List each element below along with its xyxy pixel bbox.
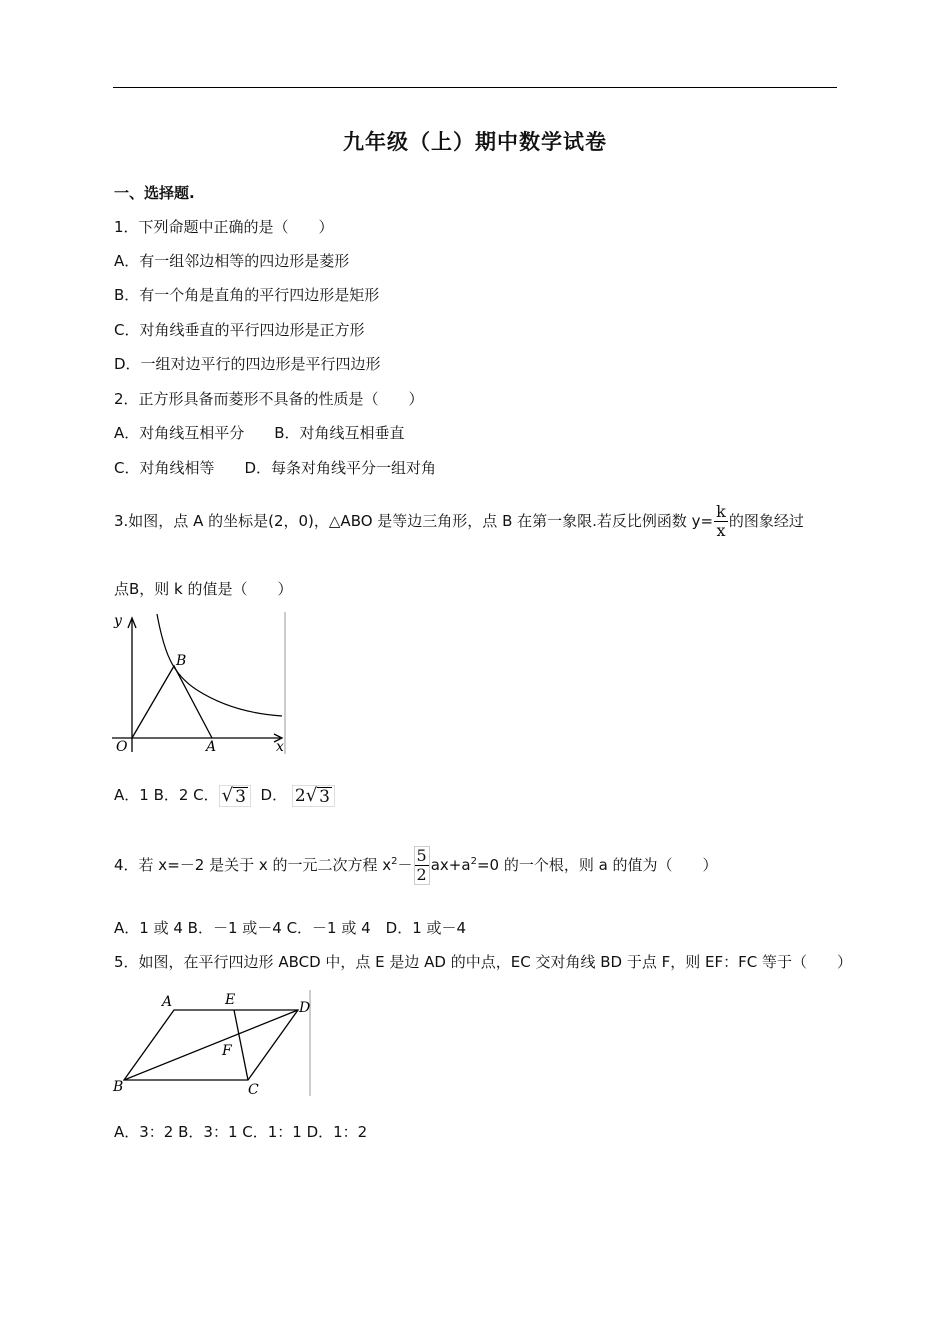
q4-stem-mid: ax+a — [430, 856, 471, 874]
fraction-numerator: 5 — [416, 846, 427, 865]
q5-stem: 5．如图，在平行四边形 ABCD 中，点 E 是边 AD 的中点，EC 交对角线 BD 于点 F，则 EF：FC 等于（ ） — [114, 953, 852, 971]
q4-stem-pre: 4．若 x=－2 是关于 x 的一元二次方程 x — [114, 856, 392, 874]
q4-stem — [114, 846, 718, 885]
label-a: A — [162, 994, 173, 1010]
section-heading: 一、选择题. — [114, 184, 195, 202]
radicand: 3 — [235, 786, 246, 807]
superscript: 2 — [391, 856, 398, 867]
q2-options-cd: C．对角线相等 D．每条对角线平分一组对角 — [114, 459, 437, 477]
label-f: F — [222, 1043, 232, 1059]
q1-option-d: D．一组对边平行的四边形是平行四边形 — [114, 355, 381, 373]
sqrt3-c — [219, 785, 251, 807]
q5-options: A．3：2 B．3：1 C．1：1 D．1：2 — [114, 1123, 368, 1141]
q2-options-ab: A．对角线互相平分 B．对角线互相垂直 — [114, 424, 405, 442]
fraction-numerator: k — [716, 502, 726, 521]
q1-stem: 1．下列命题中正确的是（ ） — [114, 218, 334, 236]
q4-stem-post: =0 的一个根，则 a 的值为（ ） — [476, 856, 718, 874]
q3-options-mid: D． — [260, 786, 288, 804]
diagonal-bd — [124, 1010, 298, 1080]
q3-options-pre: A．1 B．2 C． — [114, 786, 219, 804]
label-o: O — [116, 739, 128, 754]
label-e: E — [225, 992, 236, 1008]
q3-stem-line2: 点B，则 k 的值是（ ） — [114, 580, 293, 598]
q1-option-b: B．有一个角是直角的平行四边形是矩形 — [114, 286, 380, 304]
q5-figure — [112, 990, 314, 1100]
q1-option-c: C．对角线垂直的平行四边形是正方形 — [114, 321, 365, 339]
k-over-x-fraction — [714, 503, 728, 540]
label-b: B — [113, 1079, 124, 1095]
sqrt-icon: √ — [221, 784, 234, 806]
radicand: 3 — [319, 786, 330, 807]
q4-options: A．1 或 4 B．－1 或－4 C．－1 或 4 D．1 或－4 — [114, 919, 467, 937]
label-c: C — [248, 1082, 259, 1096]
segment-ec — [234, 1010, 248, 1080]
superscript: 2 — [470, 856, 477, 867]
q3-stem-pre: 3.如图，点 A 的坐标是(2，0)，△ABO 是等边三角形，点 B 在第一象限.若反比例函数 y= — [114, 512, 714, 530]
label-y: y — [114, 613, 122, 629]
q3-stem-post: 的图象经过 — [728, 512, 804, 530]
header-rule — [113, 87, 837, 88]
five-halves-fraction — [414, 846, 430, 885]
coefficient: 2 — [294, 785, 306, 806]
label-d: D — [299, 1000, 311, 1016]
sqrt-icon: √ — [305, 784, 318, 806]
fraction-denominator: x — [716, 521, 726, 540]
page-title: 九年级（上）期中数学试卷 — [343, 130, 607, 154]
minus-sign: － — [397, 856, 413, 874]
fraction-denominator: 2 — [416, 865, 427, 884]
q2-stem: 2．正方形具备而菱形不具备的性质是（ ） — [114, 390, 424, 408]
label-x: x — [276, 739, 284, 754]
q3-stem — [114, 503, 804, 540]
triangle-abo — [132, 666, 212, 738]
label-a: A — [206, 739, 217, 754]
q1-option-a: A．有一组邻边相等的四边形是菱形 — [114, 252, 350, 270]
label-b: B — [176, 653, 187, 669]
q3-figure — [112, 612, 288, 758]
q3-options — [114, 784, 335, 807]
two-sqrt3-d — [292, 785, 335, 807]
